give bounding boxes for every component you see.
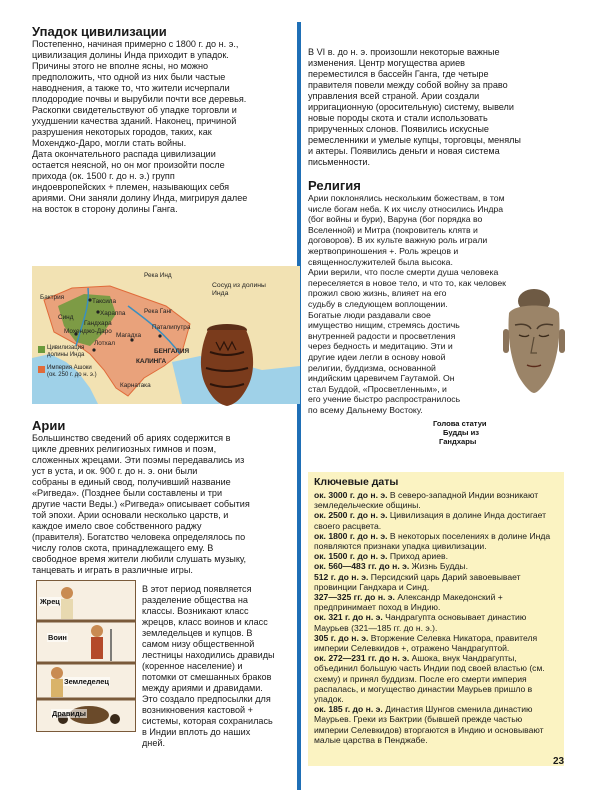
date-event: Александр Македонский + предпринимает поход в Индию. [314,592,503,613]
text-line: Арии поклонялись нескольким божествам, в том [308,193,505,203]
text-line: классы. Возникают класс [142,606,249,616]
key-dates-title: Ключевые даты [314,476,399,488]
text-line: договоров). В их культе важную роль играли [308,235,488,246]
text-line: управления всей страной. Арии создали [308,91,480,101]
date-label: ок. 3000 г. до н. э. [314,490,388,500]
date-label: 327—325 гг. до н. э. [314,592,395,603]
caste-illustration [36,580,136,732]
legend-indus-civ: Цивилизация долины Инда [47,345,85,358]
date-entry [314,612,558,632]
buddha-caption [433,419,487,446]
text-line: цикле древних религиозных гимнов и поэм, [32,444,217,454]
map-label-kalinga: КАЛИНГА [136,358,167,365]
aryans-title: Арии [32,418,66,433]
text-line: Вселенной) и Митра (покровитель клятв и [308,224,478,235]
text-line: Большинство сведений об ариях содержится в [32,433,231,443]
text-line: (правителя). Богатство человека определялось по [32,532,246,542]
date-event: Чандрагупта основывает династию Маурьев (321—185 гг. до н. э.). [314,612,527,633]
text-line: новые породы скота и стали использовать [308,113,488,123]
text-line: плодородие почвы и вырубили почти все деревья. [32,94,247,104]
date-entry [314,653,558,704]
caste-label-dravid: Дравиды [52,709,86,718]
text-line: между ариями и дравидами. [142,683,263,693]
text-line: числу голов скота, принадлежащего ему. В [32,543,214,553]
decline-title: Упадок цивилизации [32,24,167,39]
text-line: индийским царевичем Гаутамой. Он [308,373,455,384]
text-line: ухудшении качества зданий. Наконец, причиной [32,116,237,126]
text-line: разделение общества на [142,595,248,605]
text-line: изменения. Центр могущества ариев [308,58,465,68]
text-line: лестницы находились дравиды [142,650,275,660]
decline-text [32,39,294,215]
text-line: в Индии вплоть до наших [142,727,251,737]
date-event: Персидский царь Дарий завоевывает провинции Гандхара и Синд. [314,571,521,592]
text-line: священнослужителей была высока. [308,256,453,267]
map-label-ganges-river: Река Ганг [144,308,173,315]
map-label-mohenjo-daro: Мохенджо-Даро [64,328,112,335]
text-line: жрецов, класс воинов и класс [142,617,268,627]
map-label-indus-river: Река Инд [144,272,172,279]
date-event: В северо-западной Индии возникают земледельческие общины. [314,490,539,511]
text-line: судьбу в следующем воплощении. [308,298,448,309]
text-line: прихода (ок. 1500 г. до н. э.) групп [32,171,175,181]
text-line: возникновения кастовой + [142,705,253,715]
text-line: ремесленники и умелые купцы, торговцы, менялы [308,135,521,145]
date-entry [314,592,558,612]
text-line: свободное время жители любили слушать музыку, [32,554,247,564]
date-event: Вторжение Селевка Никатора, правителя империи Селевкидов +, отражено Чандрагуптой. [314,632,538,654]
date-event: Династия Шунгов сменила династию Маурьев. Греки из Бактрии (бывшей прежде частью империи Селевкидов) вторгаются в Индию и основывают малые царства в Пенджабе. [314,704,544,745]
text-line: стал Буддой, «Просветленным», и [308,383,447,394]
text-line: предположить, что одной из них были частые [32,72,226,82]
buddha-head-image [497,285,571,397]
text-line: В VI в. до н. э. произошли некоторые важные [308,47,500,57]
buddha-caption-line: Гандхары [439,437,477,446]
text-line: цивилизация долины Инда приходит в упадок. [32,50,229,60]
date-entry [314,561,558,571]
map-label-pataliputra: Паталипутра [152,324,191,331]
text-line: религии, буддизма, основанной [308,362,436,373]
text-line: разрушения некоторых городов, таких, как [32,127,212,137]
text-line: по всему Дальнему Востоку. [308,404,423,415]
text-line: ирригационную (оросительную) систему, вывели [308,102,514,112]
aryans-section [32,418,294,576]
text-line: собраны в единый свод, получивший название [32,477,231,487]
text-line: на восток в сторону долины Ганга. [32,204,178,214]
text-line: индоевропейских + племен, называющих себя [32,182,230,192]
page-number: 23 [553,756,565,767]
text-line: Постепенно, начиная примерно с 1800 г. до н. э., [32,39,239,49]
text-line: другие части Веды.) «Ригведа» описывает события [32,499,250,509]
sixth-century-text [308,47,570,168]
decline-section [32,24,294,215]
date-entry [314,490,558,510]
key-dates-box [308,472,564,766]
aryans-text [32,433,294,576]
text-line: переселяется в новое тело, и что то, как человек [308,277,506,288]
text-line: потомки от смешанных браков [142,672,272,682]
text-line: уст в уста, и ок. 900 г. до н. э. они были [32,466,198,476]
date-event: Приход ариев. [387,551,448,562]
text-line: Арии верили, что после смерти душа человека [308,267,499,278]
indus-vase-image [196,322,258,408]
text-line: и актеры. Появились деньги и новая система [308,146,500,156]
key-dates-list [314,490,558,745]
text-line: прирученных слонов. Появились искусные [308,124,489,134]
date-label: ок. 185 г. до н. э. [314,704,383,715]
map-label-sind: Синд [58,314,74,321]
text-line: прожил свою жизнь, влияет на его [308,288,447,299]
map-label-bactria: Бактрия [40,294,65,301]
text-line: земледельцев и купцов. В [142,628,253,638]
text-line: Причины этого не вполне ясны, но можно [32,61,209,71]
text-line: ариями. Они заняли долину Инда, мигрируя далее [32,193,248,203]
date-label: 305 г. до н. э. [314,632,369,643]
map-label-lothal: Лотхал [94,340,115,347]
map-label-magadha: Магадха [116,332,142,339]
text-line: (бог войны и бури), Варуна (бог порядка во [308,214,483,225]
text-line: самом низу общественной [142,639,255,649]
date-label: ок. 1500 г. до н. э. [314,551,388,562]
religion-title: Религия [308,178,361,193]
text-line: «Ригведа». (Позднее были составлены и три [32,488,223,498]
text-line: Раскопки свидетельствуют об упадке торговли и [32,105,237,115]
date-entry [314,531,558,551]
date-entry [314,572,558,592]
date-label: ок. 560—483 гг. до н. э. [314,561,410,572]
caste-label-warrior: Воин [48,633,67,642]
map-label-harappa: Хараппа [100,310,126,317]
text-line: танцевать и играть в различные игры. [32,565,193,575]
date-label: ок. 2500 г. до н. э. [314,510,388,521]
date-label: ок. 1800 г. до н. э. [314,530,388,541]
legend-swatch-indus [38,346,45,353]
text-line: В этот период появляется [142,584,252,594]
column-divider [297,22,301,790]
text-line: Это создало предпосылки для [142,694,271,704]
map-label-karnataka: Карнатака [120,382,151,389]
text-line: Мохенджо-Даро, могли стать войны. [32,138,187,148]
text-line: переместился в бассейн Ганга, где четыре [308,69,489,79]
text-line: имущество нищим, стремясь достичь [308,320,460,331]
legend-ashoka: Империя Ашоки (ок. 250 г. до н. э.) [47,365,97,378]
vase-caption: Сосуд из долины Инда [212,282,266,297]
text-line: жертвоприношения +. Роль жрецов и [308,245,459,256]
date-event: Жизнь Будды. [409,561,468,572]
text-line: системы, которая сохранилась [142,716,273,726]
legend-swatch-ashoka [38,366,45,373]
text-line: внутренней радости и просветления [308,330,456,341]
text-line: числе богам неба. К их числу относились Индра [308,203,504,214]
date-label: 512 г. до н. э. [314,571,369,582]
text-line: той эпохи. Арии основали несколько царств, и [32,510,229,520]
text-line: Богатые люди раздавали свое [308,309,431,320]
date-label: ок. 321 г. до н. э. [314,612,383,623]
buddha-caption-line: Будды из [443,428,480,437]
date-entry [314,633,558,653]
map-label-taxila: Таксила [92,298,117,305]
text-line: через бедность и медитацию. Эти и [308,341,453,352]
text-line: каждое имело свое собственного раджу [32,521,202,531]
map-label-gandhara: Гандхара [84,320,112,327]
buddha-caption-line: Голова статуи [433,419,487,428]
date-event: Цивилизация в долине Инда достигает своего расцвета. [314,510,547,531]
text-line: остается неясной, но он мог произойти после [32,160,225,170]
text-line: (коренное население) и [142,661,243,671]
date-entry [314,510,558,530]
text-line: другие идеи легли в основу новой [308,351,446,362]
caste-label-priest: Жрец [40,597,60,606]
date-label: ок. 272—231 гг. до н. э. [314,653,410,664]
text-line: письменности. [308,157,371,167]
date-entry [314,551,558,561]
text-line: правителя повели между собой войну за право [308,80,508,90]
text-line: Дата окончательного распада цивилизации [32,149,216,159]
text-line: сложенных жрецами. Эти поэмы передавались из [32,455,245,465]
text-line: наводнения, а также то, что жители исчерпали [32,83,230,93]
aryans-text-2 [142,584,294,749]
text-line: его учение быстро распространилось [308,394,461,405]
date-event: В некоторых поселениях в долине Инда появляются признаки упадка цивилизации. [314,530,551,552]
map-label-bengal: БЕНГАЛИЯ [154,348,190,355]
caste-label-farmer: Земледелец [64,677,109,686]
text-line: дней. [142,738,165,748]
date-entry [314,704,558,745]
date-event: Ашока, внук Чандрагупты, объединил большую часть Индии под своей властью (см. схему) и принял буддизм. После его смерти империя распалась, и могущество династии Маурьев пришло в упадок. [314,653,545,705]
